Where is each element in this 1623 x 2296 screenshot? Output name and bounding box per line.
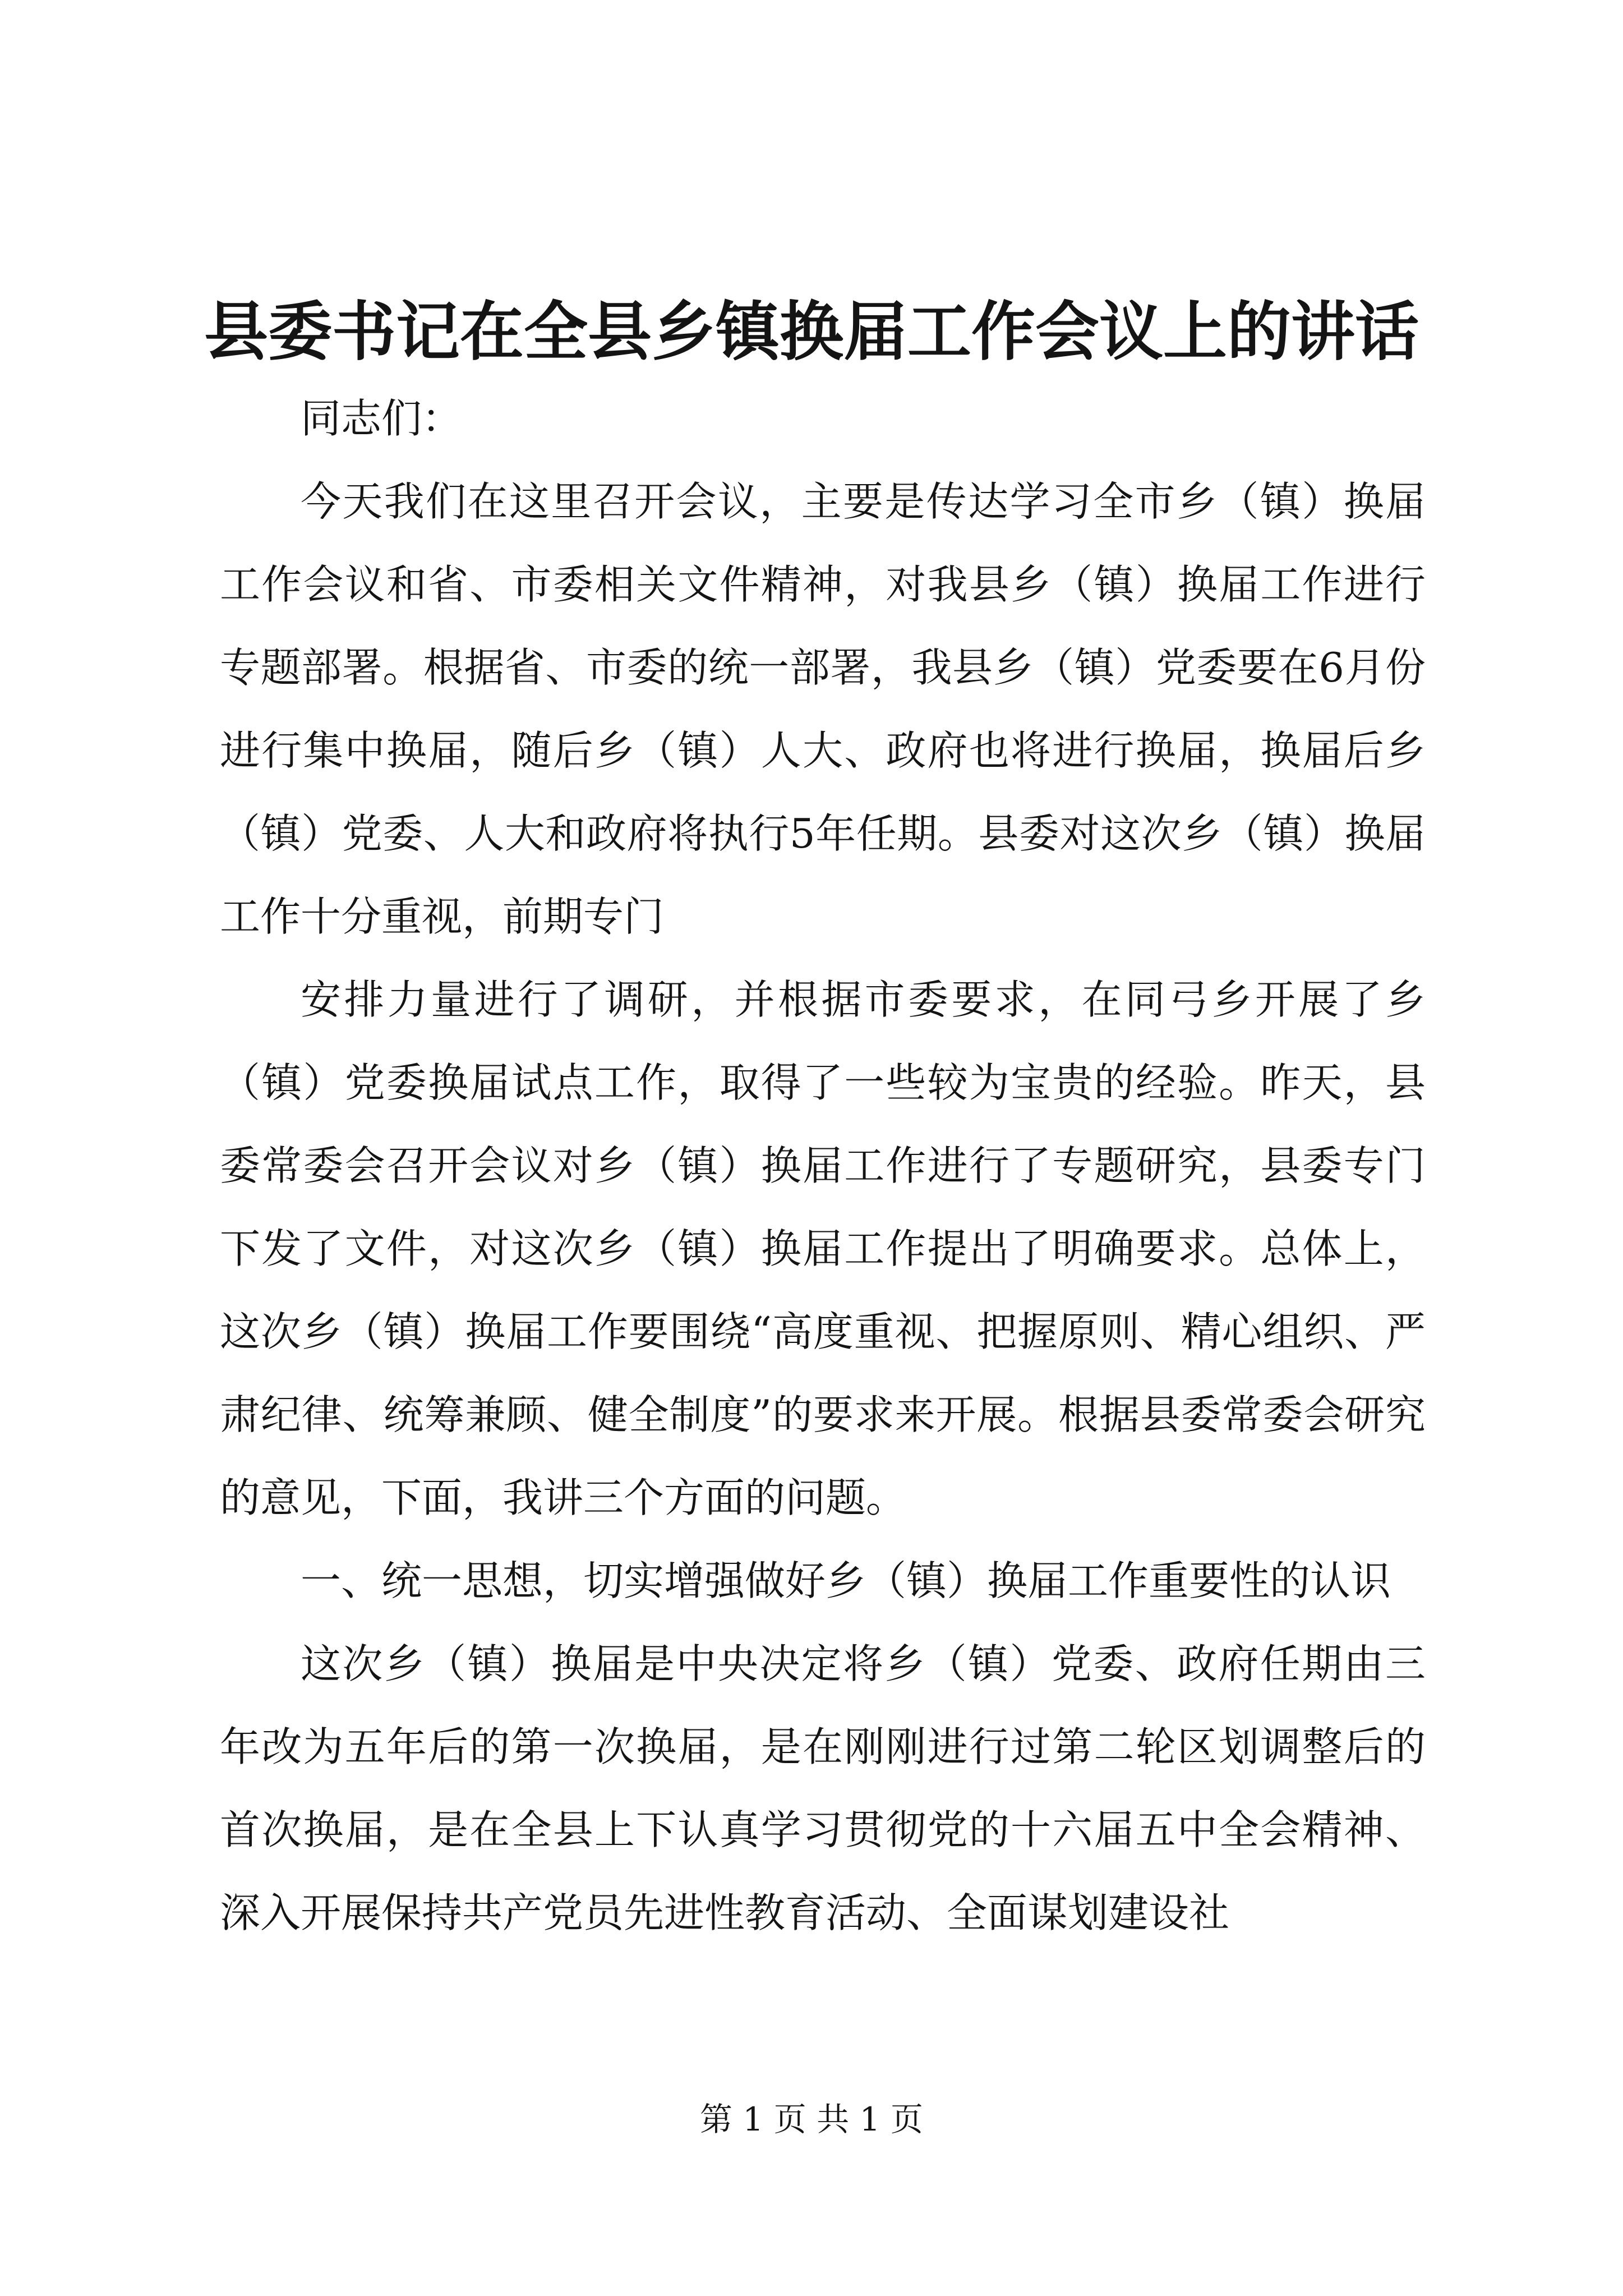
document-body xyxy=(220,377,1426,1954)
body-paragraph: 这次乡（镇）换届是中央决定将乡（镇）党委、政府任期由三年改为五年后的第一次换届，是在刚刚进行过第二轮区划调整后的首次换届，是在全县上下认真学习贯彻党的十六届五中全会精神、深入开展保持共产党员先进性教育活动、全面谋划建设社 xyxy=(220,1640,1426,1936)
document-title: 县委书记在全县乡镇换届工作会议上的讲话 xyxy=(204,294,1419,369)
salutation: 同志们： xyxy=(301,395,463,442)
body-paragraph: 今天我们在这里召开会议，主要是传达学习全市乡（镇）换届工作会议和省、市委相关文件精神，对我县乡（镇）换届工作进行专题部署。根据省、市委的统一部署，我县乡（镇）党委要在6月份进行集中换届，随后乡（镇）人大、政府也将进行换届，换届后乡（镇）党委、人大和政府将执行5年任期。县委对这次乡（镇）换届工作十分重视，前期专门 xyxy=(220,478,1426,940)
section-heading: 一、统一思想，切实增强做好乡（镇）换届工作重要性的认识 xyxy=(301,1557,1391,1604)
page-footer: 第 1 页 共 1 页 xyxy=(700,2100,923,2138)
body-paragraph: 安排力量进行了调研，并根据市委要求，在同弓乡开展了乡（镇）党委换届试点工作，取得了一些较为宝贵的经验。昨天，县委常委会召开会议对乡（镇）换届工作进行了专题研究，县委专门下发了文件，对这次乡（镇）换届工作提出了明确要求。总体上，这次乡（镇）换届工作要围绕“高度重视、把握原则、精心组织、严肃纪律、统筹兼顾、健全制度”的要求来开展。根据县委常委会研究的意见，下面，我讲三个方面的问题。 xyxy=(220,976,1426,1521)
